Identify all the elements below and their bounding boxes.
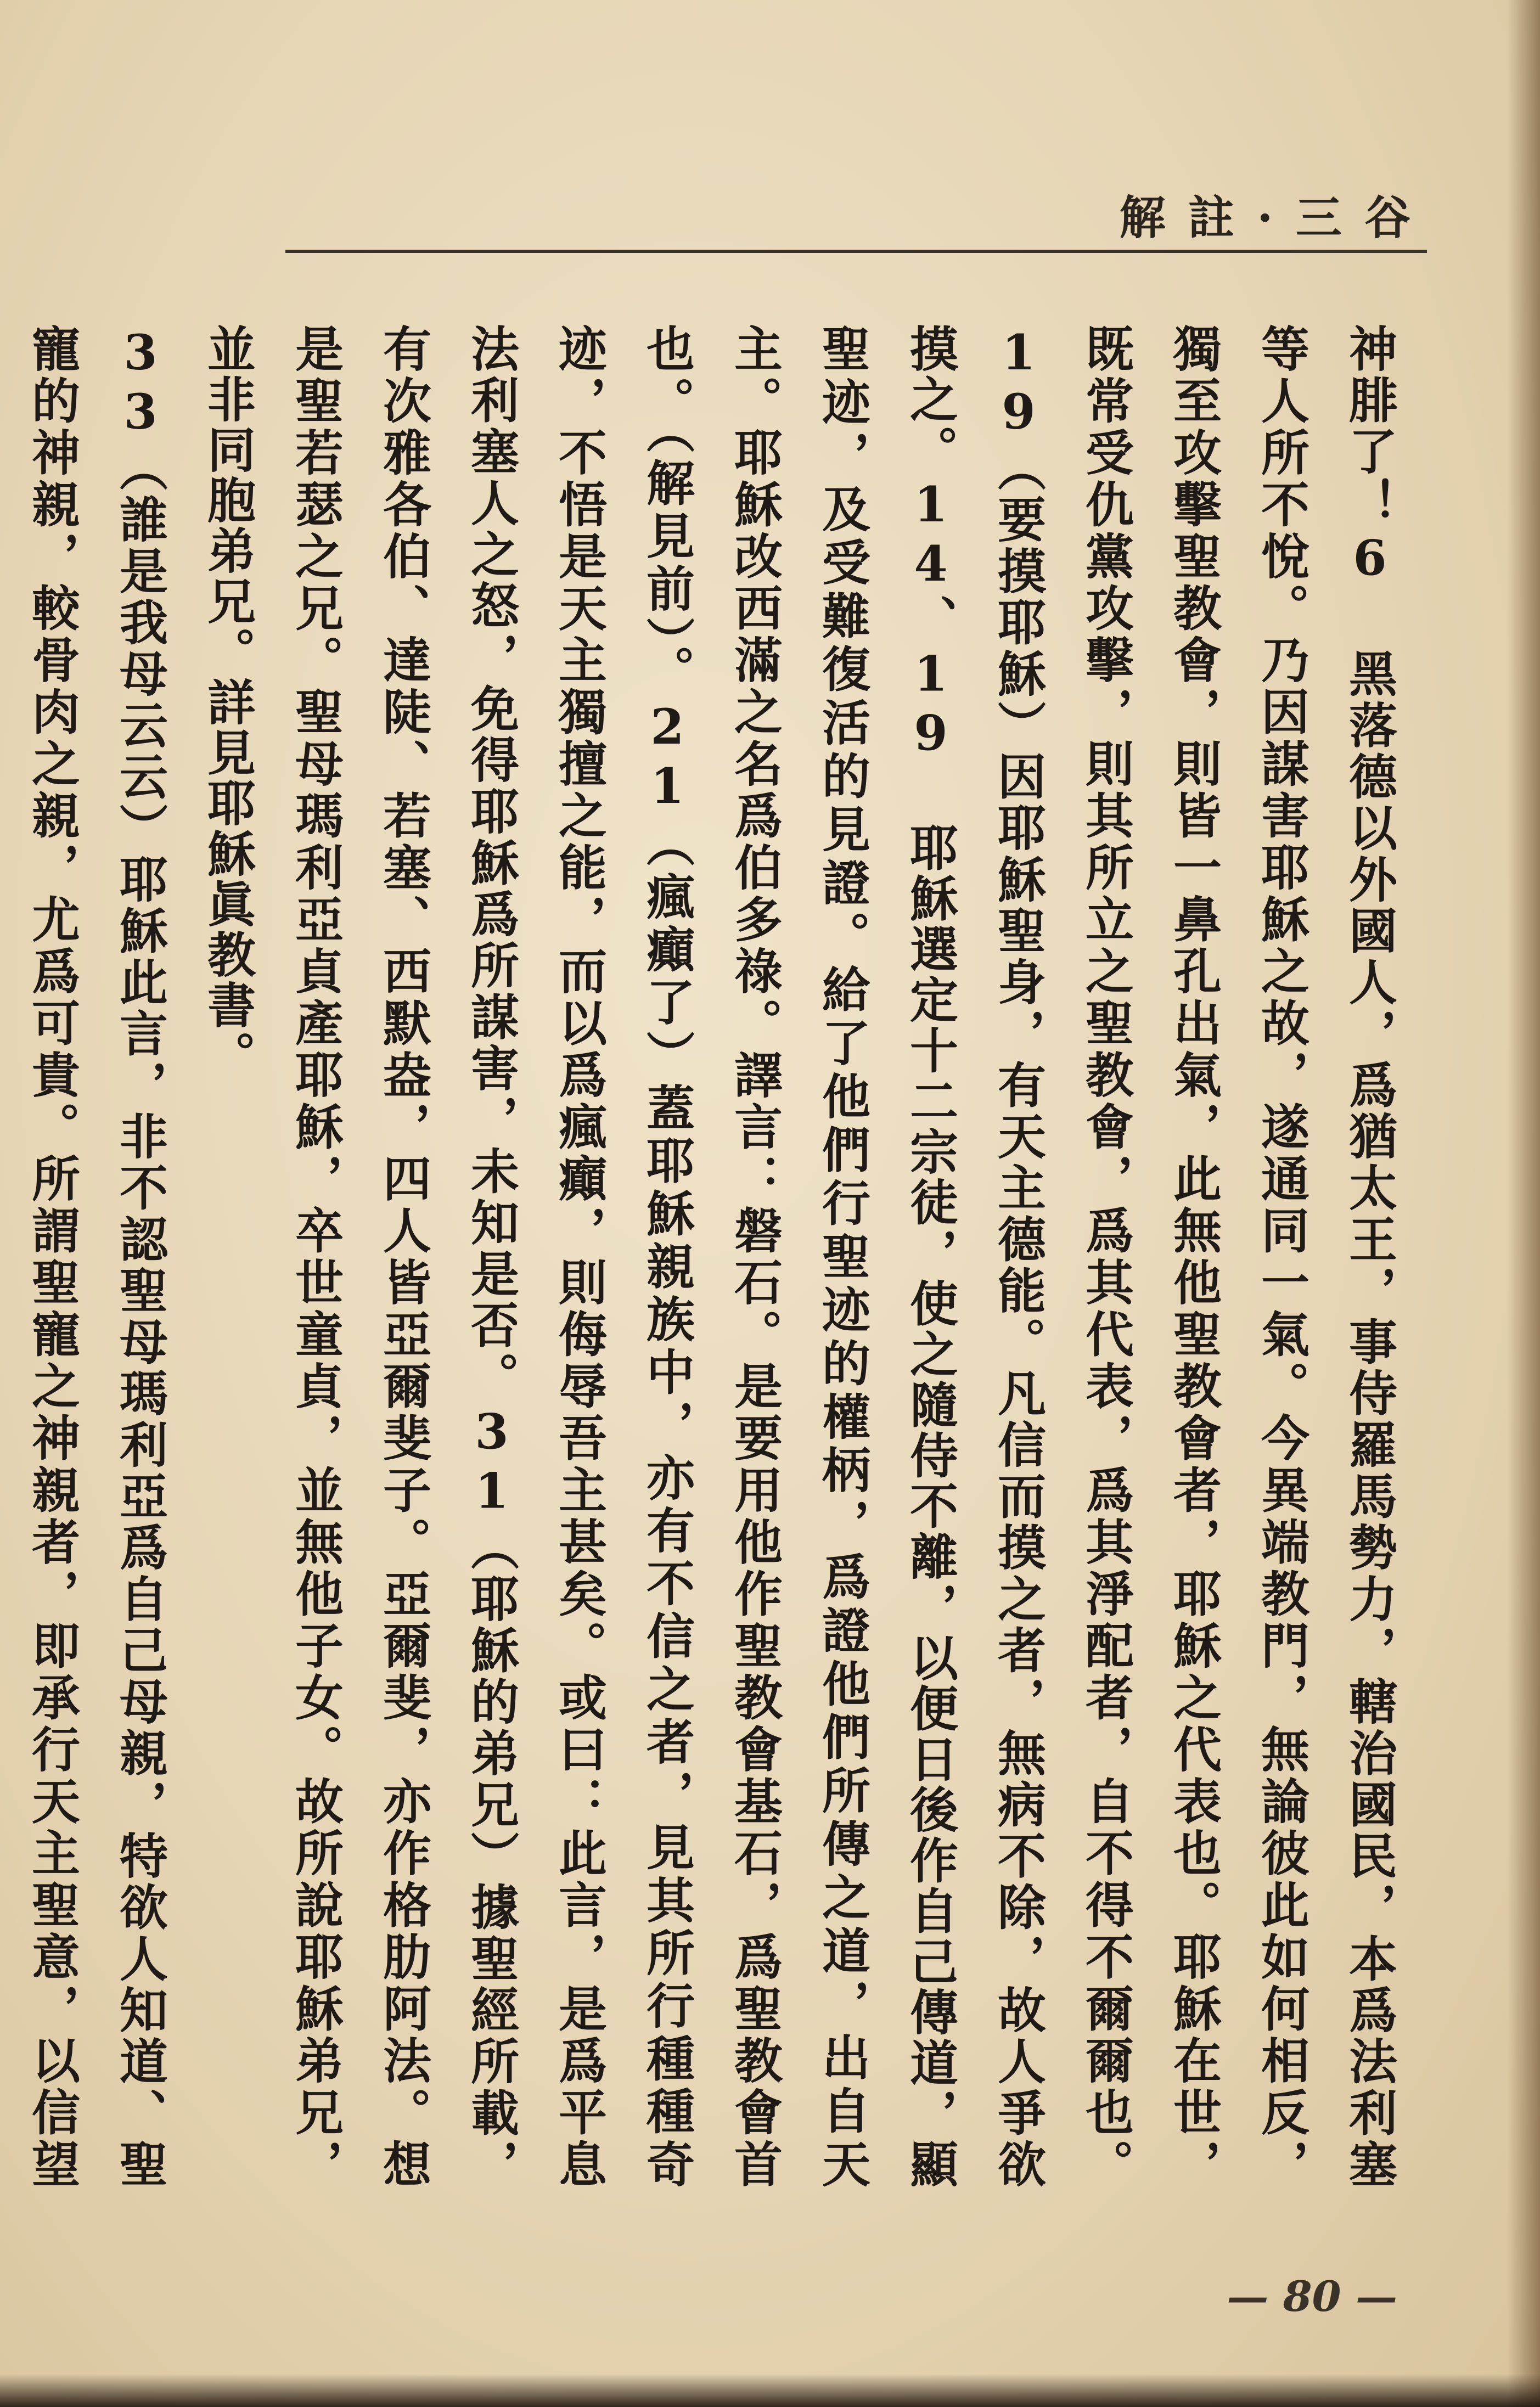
annotation-paragraph-2: 33（誰是我母云云）耶穌此言，非不認聖母瑪利亞爲自己母親，特欲人知道、聖寵的神親，較骨肉之親，尤爲可貴。所謂聖寵之神親者，即承行天主聖意，以信望 [24, 324, 169, 2190]
page-number: — 80 — [1227, 2272, 1397, 2321]
header-divider [285, 250, 1427, 253]
page-edge-shadow [1507, 0, 1540, 2407]
page-bottom-shadow [0, 2374, 1540, 2407]
annotation-paragraph-1: 神腓了！6 黑落德以外國人，爲猶太王，事侍羅馬勢力，轄治國民，本爲法利塞等人所不悅。乃因謀害耶穌之故，遂通同一氣。今異端教門，無論彼此如何相反，獨至攻擊聖教會，則皆一鼻孔出氣，此無他聖教會者，耶穌之代表也。耶穌在世，既常受仇黨攻擊，則其所立之聖教會，爲其代表，爲其淨配者，自不得不爾爾也。19（要摸耶穌）因耶穌聖身，有天主德能。凡信而摸之者，無病不除，故人爭欲摸之。14、19 耶穌選定十二宗徒，使之隨侍不離，以便日後作自己傳道，顯聖迹，及受難復活的見證。給了他們行聖迹的權柄，爲證他們所傳之道，出自天主。耶穌改西滿之名爲伯多祿。譯言：磐石。是要用他作聖教會基石，爲聖教會首也。（解見前）。21（瘋癲了）蓋耶穌親族中，亦有不信之者，見其所行種種奇迹，不悟是天主獨擅之能，而以爲瘋癲，則侮辱吾主甚矣。或曰：此言，是爲平息法利塞人之怒，免得耶穌爲所謀害，未知是否。31（耶穌的弟兄）據聖經所載，有次雅各伯、達陡、若塞、西默盎，四人皆亞爾斐子。亞爾斐，亦作格肋阿法。想是聖若瑟之兄。聖母瑪利亞貞產耶穌，卒世童貞，並無他子女。故所說耶穌弟兄，並非同胞弟兄。詳見耶穌眞教書。 [200, 324, 1398, 2190]
body-text [24, 324, 1414, 2190]
running-header: 解 註 · 三 谷 [1119, 190, 1414, 245]
